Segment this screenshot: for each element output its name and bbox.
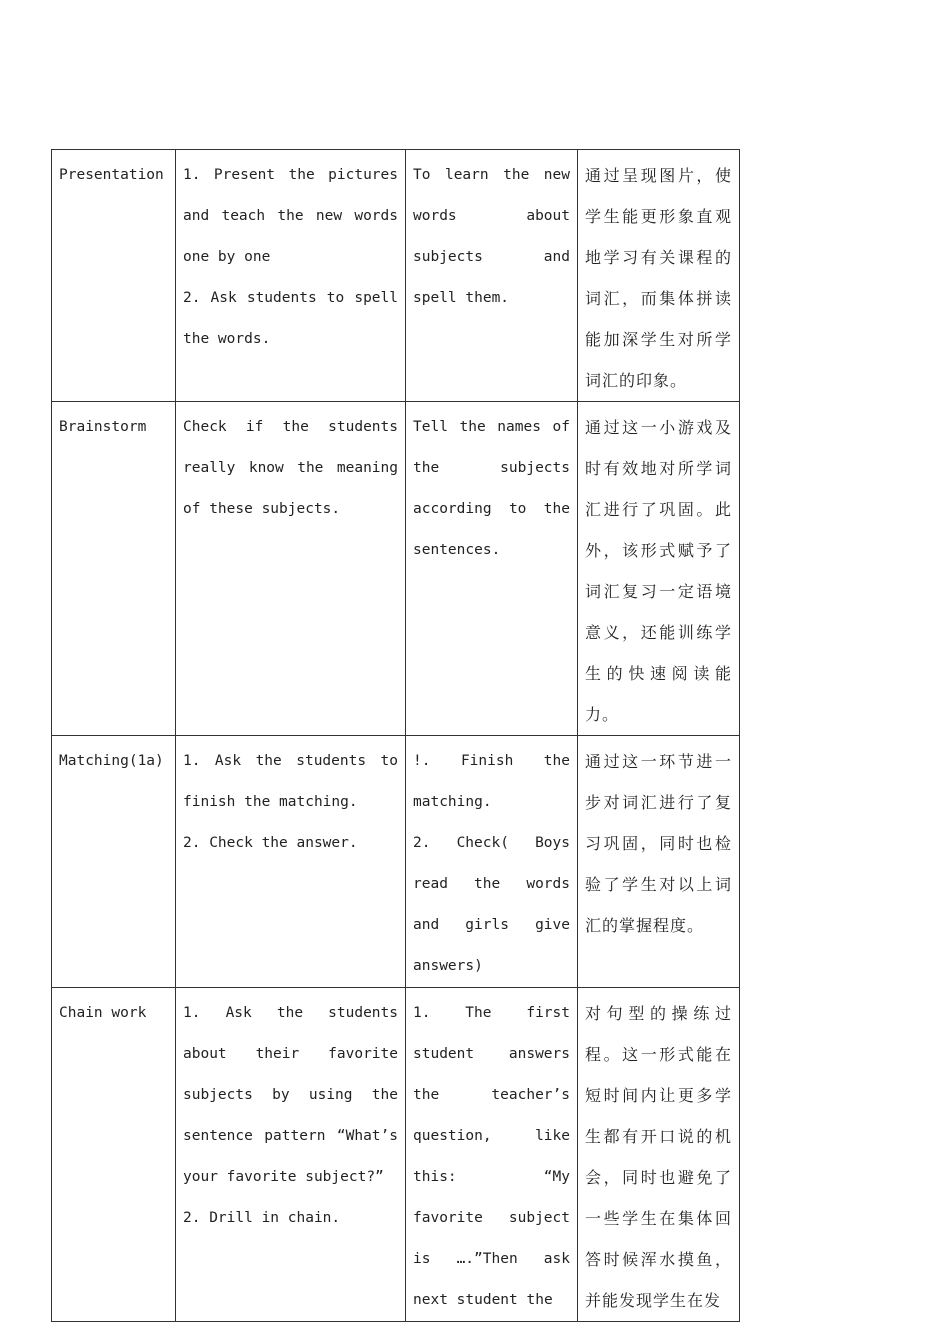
student-step: To learn the new words about subjects and spell them. — [413, 167, 570, 306]
student-step: !. Finish the matching. — [413, 753, 570, 810]
student-activity-cell — [406, 988, 578, 1322]
stage-cell: Matching(1a) — [52, 736, 176, 988]
table-row — [52, 402, 740, 736]
purpose-cell: 对句型的操练过程。这一形式能在短时间内让更多学生都有开口说的机会，同时也避免了一些学生在集体回答时候浑水摸鱼，并能发现学生在发 — [578, 988, 740, 1322]
student-step: 2. Check( Boys read the words and girls give answers) — [413, 835, 570, 974]
teacher-step: 2. Drill in chain. — [183, 1210, 341, 1226]
teacher-step: 2. Check the answer. — [183, 835, 358, 851]
table-row — [52, 988, 740, 1322]
student-step: Tell the names of the subjects according to the sentences. — [413, 419, 570, 558]
teacher-step: 1. Present the pictures and teach the new words one by one — [183, 167, 398, 265]
purpose-cell: 通过这一环节进一步对词汇进行了复习巩固，同时也检验了学生对以上词汇的掌握程度。 — [578, 736, 740, 988]
student-activity-cell — [406, 402, 578, 736]
teacher-step: 1. Ask the students to finish the matching. — [183, 753, 398, 810]
teacher-step: 1. Ask the students about their favorite subjects by using the sentence pattern “What’s your favorite subject?” — [183, 1005, 398, 1185]
lesson-plan-table — [51, 149, 740, 1322]
teacher-activity-cell — [176, 988, 406, 1322]
teacher-step: 2. Ask students to spell the words. — [183, 290, 398, 347]
stage-cell: Chain work — [52, 988, 176, 1322]
student-activity-cell — [406, 150, 578, 402]
table-row — [52, 736, 740, 988]
purpose-cell: 通过这一小游戏及时有效地对所学词汇进行了巩固。此外，该形式赋予了词汇复习一定语境意义，还能训练学生的快速阅读能力。 — [578, 402, 740, 736]
teacher-activity-cell — [176, 736, 406, 988]
table-row — [52, 150, 740, 402]
teacher-activity-cell — [176, 150, 406, 402]
teacher-activity-cell — [176, 402, 406, 736]
teacher-step: Check if the students really know the meaning of these subjects. — [183, 419, 398, 517]
stage-cell: Presentation — [52, 150, 176, 402]
stage-cell: Brainstorm — [52, 402, 176, 736]
student-step: 1. The first student answers the teacher’s question, like this: “My favorite subject is ….”Then ask next student the — [413, 1005, 570, 1308]
student-activity-cell — [406, 736, 578, 988]
purpose-cell: 通过呈现图片，使学生能更形象直观地学习有关课程的词汇，而集体拼读能加深学生对所学词汇的印象。 — [578, 150, 740, 402]
